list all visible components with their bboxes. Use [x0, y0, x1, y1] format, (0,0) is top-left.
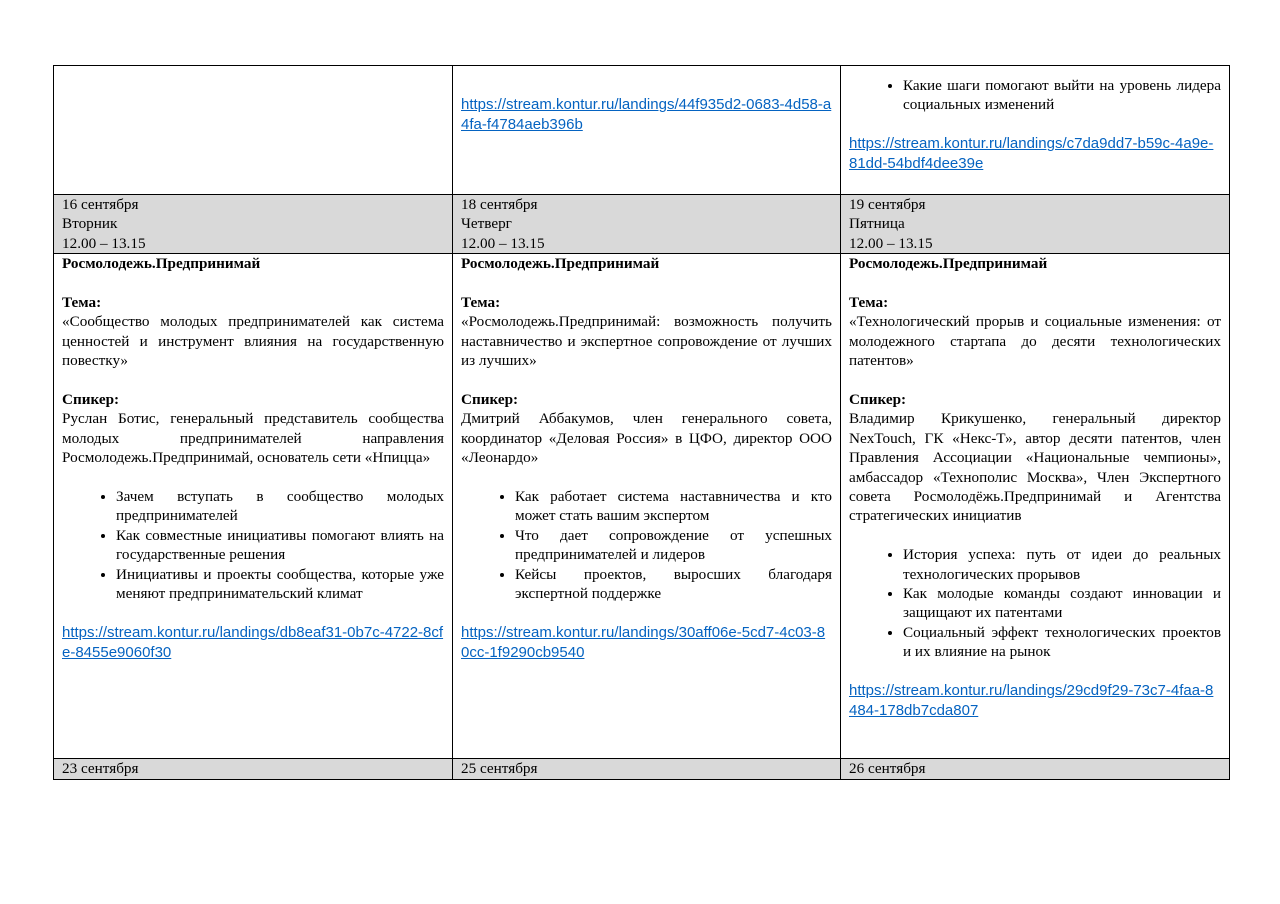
event-time: 12.00 – 13.15 [849, 234, 933, 252]
bullet-list [62, 487, 444, 603]
bullet-item: • Кейсы проектов, выросших благодаря экспертной поддержке [515, 565, 832, 604]
next-date-cell: 26 сентября [841, 759, 1230, 779]
event-time: 12.00 – 13.15 [461, 234, 545, 252]
topic-label: Тема: [62, 294, 102, 312]
event-organizer: Росмолодежь.Предпринимай [461, 255, 660, 273]
continued-cell-2 [453, 66, 841, 195]
event-organizer: Росмолодежь.Предпринимай [62, 255, 261, 273]
event-date: 18 сентября [461, 196, 538, 213]
bullet-list [461, 487, 832, 603]
event-cell [841, 254, 1230, 759]
event-weekday: Пятница [849, 215, 905, 233]
event-speaker: Руслан Ботис, генеральный представитель сообщества молодых предпринимателей направления Росмолодежь.Предпринимай, основатель сети «Нпицца» [62, 410, 444, 467]
stream-link[interactable]: https://stream.kontur.ru/landings/44f935d2-0683-4d58-a4fa-f4784aeb396b [461, 96, 832, 134]
bullet-item: • Социальный эффект технологических проектов и их влияние на рынок [903, 623, 1221, 662]
event-time: 12.00 – 13.15 [62, 234, 146, 252]
next-date-row [54, 759, 1230, 779]
bullet-list [849, 545, 1221, 661]
continued-row [54, 66, 1230, 195]
bullet-item: • Зачем вступать в сообщество молодых предпринимателей [116, 487, 444, 526]
date-cell [54, 195, 453, 254]
date-cell [453, 195, 841, 254]
stream-link[interactable]: https://stream.kontur.ru/landings/29cd9f29-73c7-4faa-8484-178db7cda807 [849, 682, 1214, 720]
event-topic: «Росмолодежь.Предпринимай: возможность получить наставничество и экспертное сопровождение от лучших из лучших» [461, 313, 832, 370]
speaker-label: Спикер: [849, 391, 907, 409]
topic-label: Тема: [461, 294, 501, 312]
bullet-item: • Как совместные инициативы помогают влиять на государственные решения [116, 526, 444, 565]
next-date-cell: 25 сентября [453, 759, 841, 779]
bullet-list [849, 76, 1221, 115]
event-weekday: Вторник [62, 215, 118, 233]
continued-cell-3 [841, 66, 1230, 195]
bullet-item: • Как работает система наставничества и кто может стать вашим экспертом [515, 487, 832, 526]
event-weekday: Четверг [461, 215, 512, 233]
date-row [54, 195, 1230, 254]
next-date-cell: 23 сентября [54, 759, 453, 779]
speaker-label: Спикер: [461, 391, 519, 409]
event-date: 16 сентября [62, 196, 139, 213]
bullet-item: • Как молодые команды создают инновации и защищают их патентами [903, 584, 1221, 623]
event-row [54, 254, 1230, 759]
event-date: 19 сентября [849, 196, 926, 213]
event-cell [453, 254, 841, 759]
continued-cell-1 [54, 66, 453, 195]
event-topic: «Технологический прорыв и социальные изменения: от молодежного стартапа до десяти технологических патентов» [849, 313, 1221, 370]
topic-label: Тема: [849, 294, 889, 312]
bullet-item: • Какие шаги помогают выйти на уровень лидера социальных изменений [903, 76, 1221, 115]
bullet-item: • Что дает сопровождение от успешных предпринимателей и лидеров [515, 526, 832, 565]
event-cell [54, 254, 453, 759]
stream-link[interactable]: https://stream.kontur.ru/landings/30aff06e-5cd7-4c03-80cc-1f9290cb9540 [461, 623, 826, 661]
speaker-label: Спикер: [62, 391, 120, 409]
bullet-item: • История успеха: путь от идеи до реальных технологических прорывов [903, 545, 1221, 584]
schedule-table [53, 65, 1230, 780]
date-cell [841, 195, 1230, 254]
bullet-item: • Инициативы и проекты сообщества, которые уже меняют предпринимательский климат [116, 565, 444, 604]
event-speaker: Дмитрий Аббакумов, член генерального совета, координатор «Деловая Россия» в ЦФО, директор ООО «Леонардо» [461, 410, 832, 467]
event-topic: «Сообщество молодых предпринимателей как система ценностей и инструмент влияния на государственную повестку» [62, 313, 444, 370]
event-speaker: Владимир Крикушенко, генеральный директор NexTouch, ГК «Некс-Т», автор десяти патентов, член Правления Ассоциации «Национальные чемпионы», амбассадор «Технополис Москва», Член Экспертного совета Росмолодёжь.Предпринимай и Агентства стратегических инициатив [849, 410, 1221, 525]
event-organizer: Росмолодежь.Предпринимай [849, 255, 1048, 273]
stream-link[interactable]: https://stream.kontur.ru/landings/db8eaf31-0b7c-4722-8cfe-8455e9060f30 [62, 623, 444, 661]
stream-link[interactable]: https://stream.kontur.ru/landings/c7da9dd7-b59c-4a9e-81dd-54bdf4dee39e [849, 135, 1214, 173]
